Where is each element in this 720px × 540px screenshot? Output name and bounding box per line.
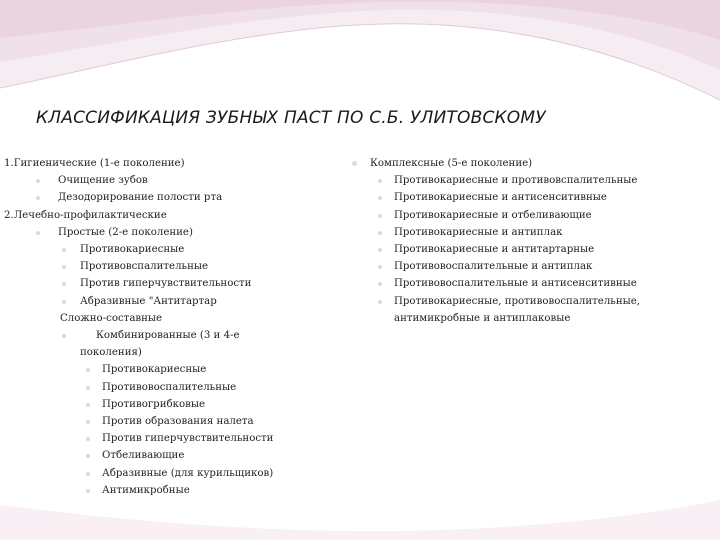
- list-item-label: Против образования налета: [102, 416, 254, 428]
- left-column: [4, 155, 324, 499]
- bullet-icon: [378, 282, 382, 286]
- list-item: [4, 465, 324, 482]
- bullet-icon: [378, 300, 382, 304]
- bullet-icon: [62, 265, 66, 269]
- subsection-combined-cont: поколения): [80, 347, 142, 359]
- list-item-label: Противовоспалительные и антиплак: [394, 261, 593, 273]
- list-item: [4, 396, 324, 413]
- list-item: [352, 172, 692, 189]
- subsection-complex: Сложно-составные: [60, 312, 163, 324]
- subsection-label: Комбинированные (3 и 4-е: [96, 330, 240, 342]
- bullet-icon: [62, 300, 66, 304]
- list-item: [4, 379, 324, 396]
- bullet-icon: [378, 179, 382, 183]
- list-item-label: Против гиперчувствительности: [102, 433, 274, 445]
- bullet-icon: [62, 248, 66, 252]
- section-therapeutic: 2.Лечебно-профилактические: [4, 209, 167, 221]
- list-item: [352, 189, 692, 206]
- list-item: [352, 224, 692, 241]
- list-item-label: Противокариесные: [80, 244, 185, 256]
- bullet-icon: [352, 161, 357, 166]
- subsection-combined: [4, 327, 324, 344]
- bullet-icon: [86, 489, 90, 493]
- list-item: [4, 293, 324, 310]
- bullet-icon: [86, 472, 90, 476]
- list-item: [4, 361, 324, 378]
- list-item-label: Противокариесные и антисенситивные: [394, 192, 607, 204]
- list-item-label: Отбеливающие: [102, 450, 185, 462]
- list-item: [352, 275, 692, 292]
- list-item-cont: антимикробные и антиплаковые: [394, 312, 571, 324]
- list-item-label: Очищение зубов: [58, 175, 148, 187]
- list-item-label: Противокариесные и отбеливающие: [394, 209, 592, 221]
- list-item-label: Противокариесные, противовоспалительные,: [394, 295, 641, 307]
- list-item: [4, 430, 324, 447]
- bullet-icon: [378, 214, 382, 218]
- subsection-label: Простые (2-е поколение): [58, 226, 193, 238]
- list-item: [4, 241, 324, 258]
- bullet-icon: [62, 282, 66, 286]
- bullet-icon: [86, 386, 90, 390]
- list-item: [4, 413, 324, 430]
- bullet-icon: [86, 420, 90, 424]
- list-item-label: Противокариесные и антитартарные: [394, 244, 595, 256]
- bullet-icon: [378, 265, 382, 269]
- bullet-icon: [86, 454, 90, 458]
- list-item-label: Абразивные "Антитартар: [80, 295, 217, 307]
- list-item: [4, 275, 324, 292]
- bullet-icon: [36, 179, 40, 183]
- list-item-label: Дезодорирование полости рта: [58, 192, 223, 204]
- bullet-icon: [36, 231, 40, 235]
- subsection-simple: [4, 224, 324, 241]
- list-item-label: Против гиперчувствительности: [80, 278, 252, 290]
- bullet-icon: [86, 368, 90, 372]
- slide-title: КЛАССИФИКАЦИЯ ЗУБНЫХ ПАСТ ПО С.Б. УЛИТОВСКОМУ: [36, 108, 546, 128]
- list-item: [352, 241, 692, 258]
- list-item-label: Противокариесные: [102, 364, 207, 376]
- bullet-icon: [378, 248, 382, 252]
- list-item-label: Противокариесные и противовспалительные: [394, 175, 638, 187]
- list-item: [4, 189, 324, 206]
- bullet-icon: [36, 196, 40, 200]
- bullet-icon: [62, 334, 66, 338]
- list-item-label: Противовоспалительные: [102, 381, 237, 393]
- list-item-label: Противокариесные и антиплак: [394, 226, 563, 238]
- list-item-label: Антимикробные: [102, 484, 190, 496]
- bullet-icon: [378, 196, 382, 200]
- list-item: [4, 447, 324, 464]
- list-item-label: Противогрибковые: [102, 398, 205, 410]
- bullet-icon: [378, 231, 382, 235]
- list-item: [4, 482, 324, 499]
- list-item-label: Противовспалительные: [80, 261, 209, 273]
- section-label: Комплексные (5-е поколение): [370, 158, 533, 169]
- section-hygienic: 1.Гигиенические (1-е поколение): [4, 158, 185, 169]
- list-item-label: Абразивные (для курильщиков): [102, 467, 274, 479]
- bullet-icon: [86, 403, 90, 407]
- section-complex: [352, 155, 692, 172]
- bullet-icon: [86, 437, 90, 441]
- list-item: [352, 293, 692, 310]
- list-item: [352, 258, 692, 275]
- list-item: [352, 207, 692, 224]
- right-column: [352, 155, 692, 327]
- list-item: [4, 258, 324, 275]
- list-item: [4, 172, 324, 189]
- list-item-label: Противовоспалительные и антисенситивные: [394, 278, 637, 290]
